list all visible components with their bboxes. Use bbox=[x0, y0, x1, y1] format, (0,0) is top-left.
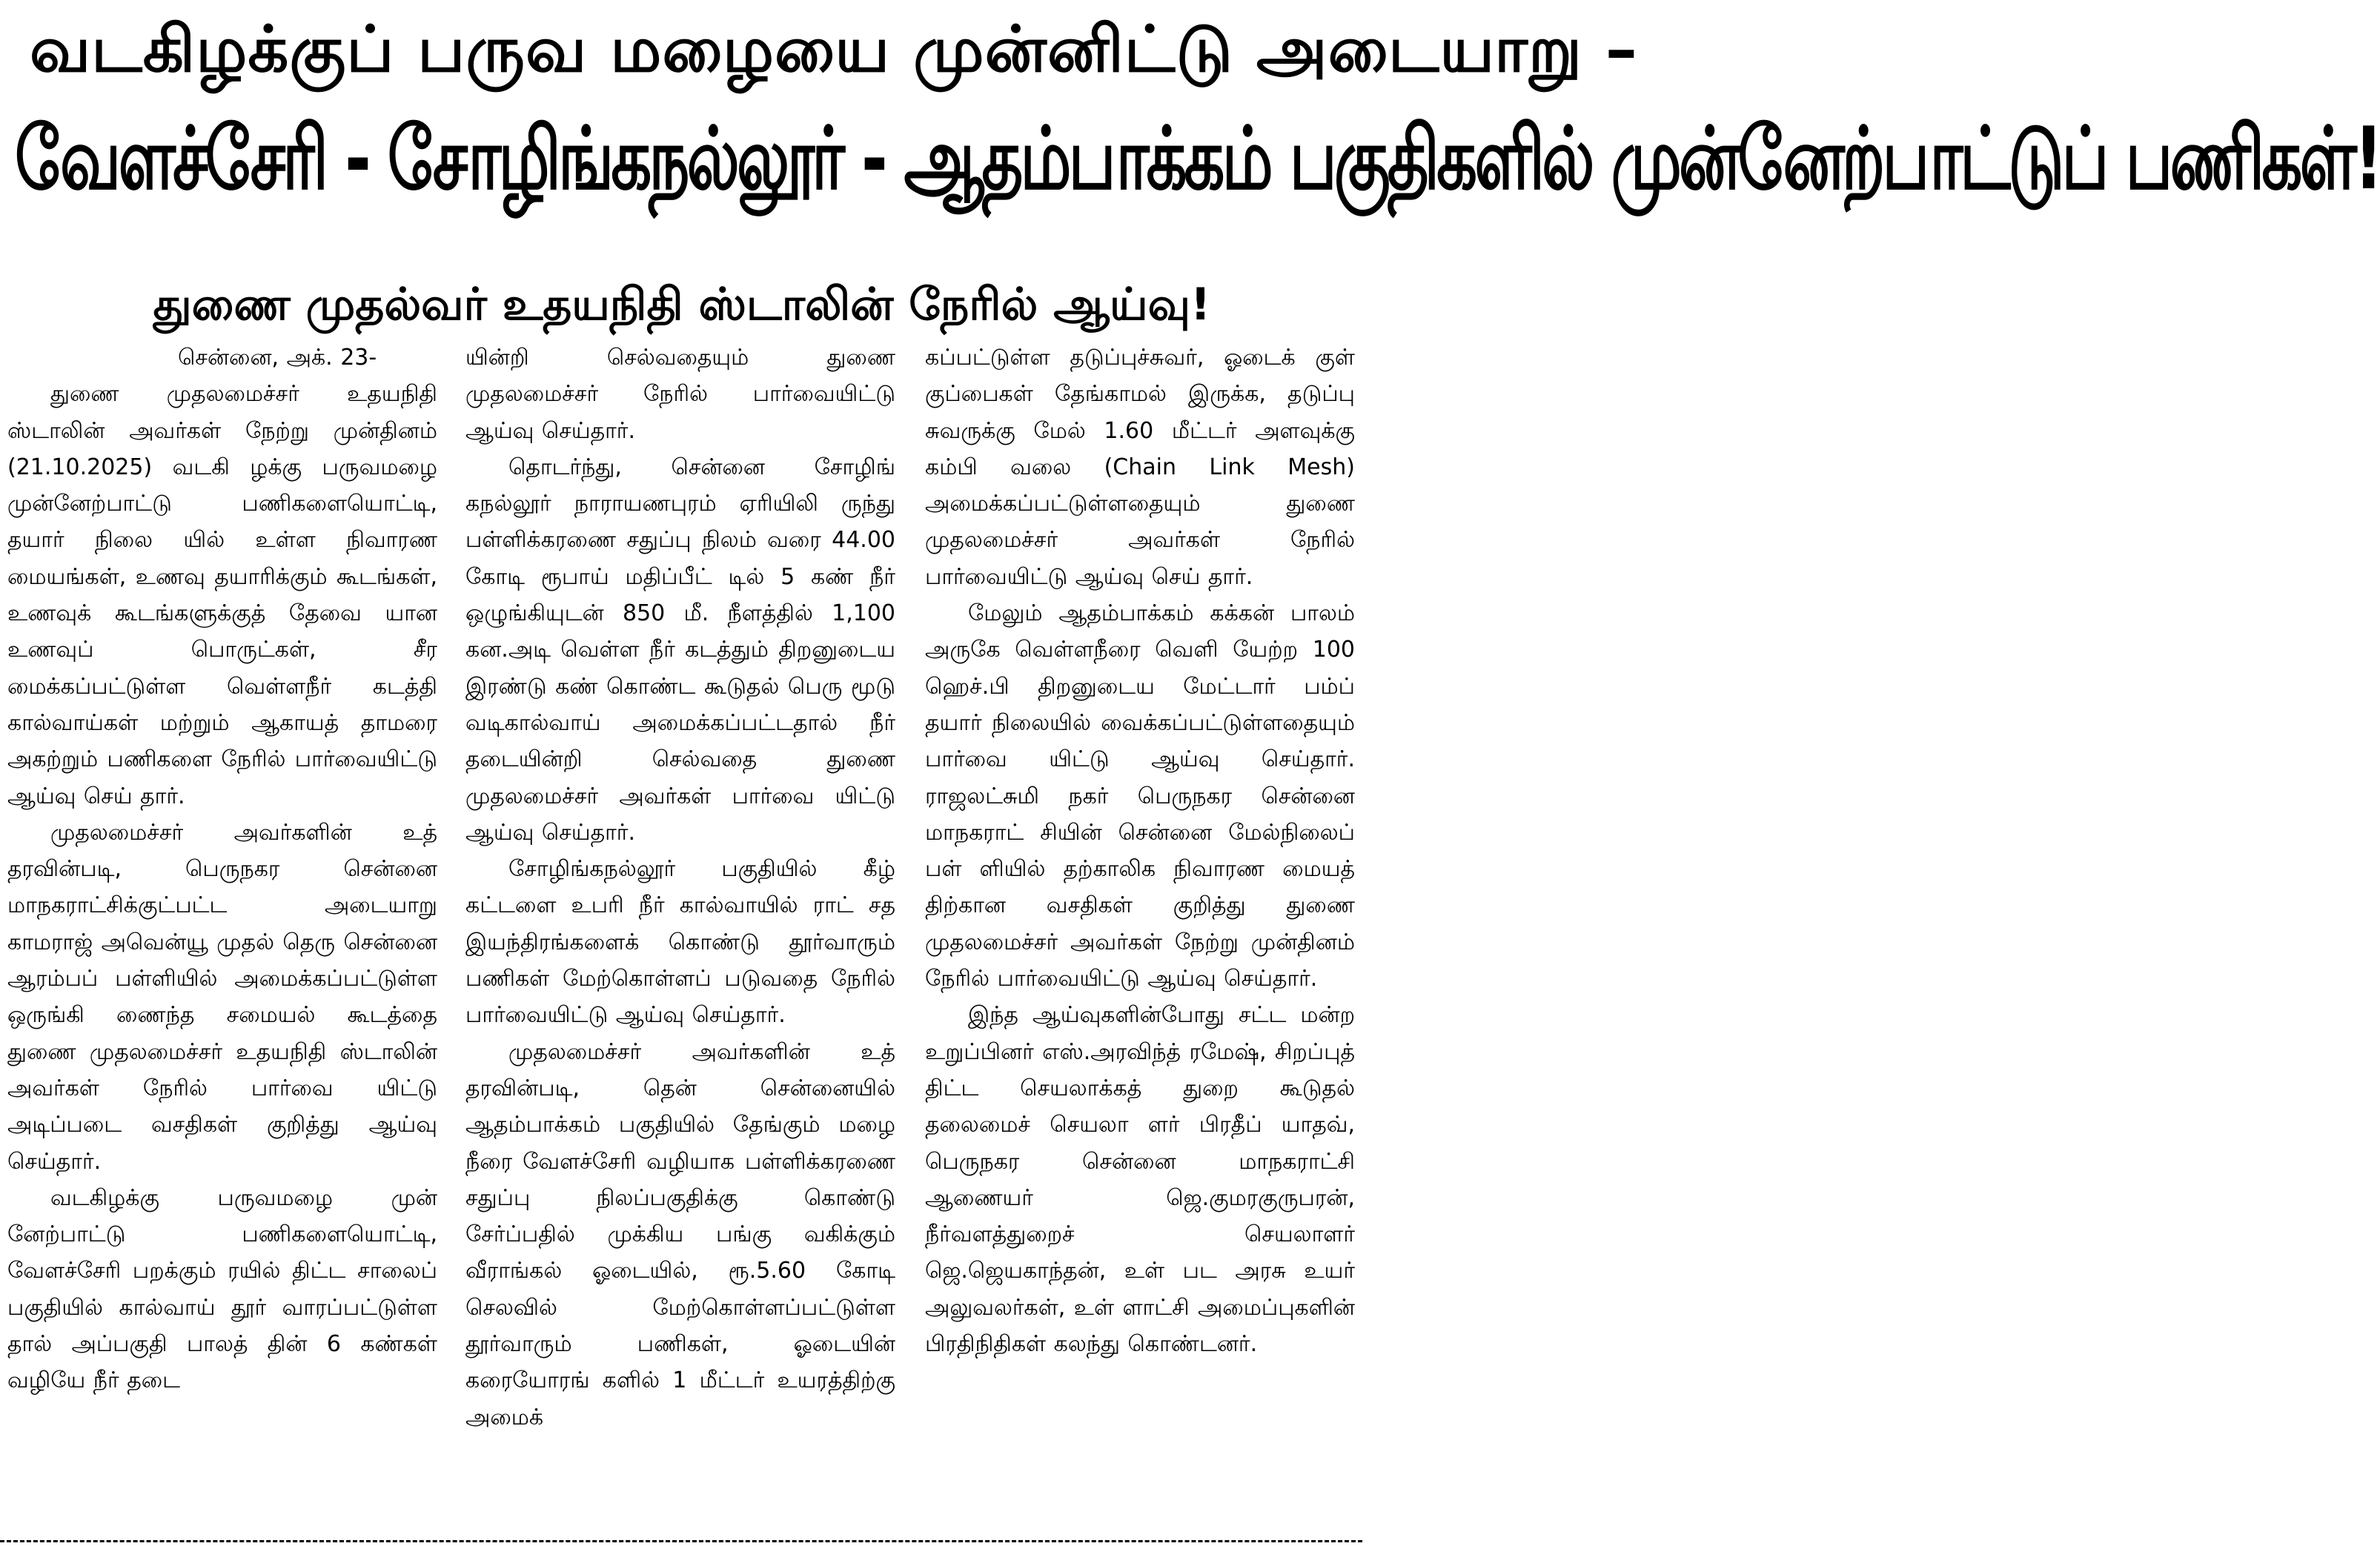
article-column-2 bbox=[465, 339, 895, 1525]
article-paragraph: முதலமைச்சர் அவர்களின் உத் தரவின்படி, பெருநகர சென்னை மாநகராட்சிக்குட்பட்ட அடையாறு காமராஜ் அவென்யூ முதல் தெரு சென்னை ஆரம்பப் பள்ளியில் அமைக்கப்பட்டுள்ள ஒருங்கி ணைந்த சமையல் கூடத்தை துணை முதலமைச்சர் உதயநிதி ஸ்டாலின் அவர்கள் நேரில் பார்வை யிட்டு அடிப்படை வசதிகள் குறித்து ஆய்வு செய்தார். bbox=[7, 819, 437, 1175]
article-paragraph: வடகிழக்கு பருவமழை முன் னேற்பாட்டு பணிகளையொட்டி, வேளச்சேரி பறக்கும் ரயில் திட்ட சாலைப் பகுதியில் கால்வாய் தூர் வாரப்பட்டுள்ள தால் அப்பகுதி பாலத் தின் 6 கண்கள் வழியே நீர் தடை bbox=[7, 1184, 437, 1394]
dashed-cut-line bbox=[0, 1540, 1362, 1542]
subheadline: துணை முதல்வர் உதயநிதி ஸ்டாலின் நேரில் ஆய்வு! bbox=[153, 279, 1211, 331]
article-paragraph: துணை முதலமைச்சர் உதயநிதி ஸ்டாலின் அவர்கள் நேற்று முன்தினம் (21.10.2025) வடகி ழக்கு பருவமழை முன்னேற்பாட்டு பணிகளையொட்டி, தயார் நிலை யில் உள்ள நிவாரண மையங்கள், உணவு தயாரிக்கும் கூடங்கள், உணவுக் கூடங்களுக்குத் தேவை யான உணவுப் பொருட்கள், சீர மைக்கப்பட்டுள்ள வெள்ளநீர் கடத்தி கால்வாய்கள் மற்றும் ஆகாயத் தாமரை அகற்றும் பணிகளை நேரில் பார்வையிட்டு ஆய்வு செய் தார். bbox=[7, 381, 437, 809]
headline-line-1: வடகிழக்குப் பருவ மழையை முன்னிட்டு அடையாறு – bbox=[30, 13, 1638, 87]
article-column-1 bbox=[7, 339, 437, 1525]
article-paragraph: சோழிங்கநல்லூர் பகுதியில் கீழ் கட்டளை உபரி நீர் கால்வாயில் ராட் சத இயந்திரங்களைக் கொண்டு தூர்வாரும் பணிகள் மேற்கொள்ளப் படுவதை நேரில் பார்வையிட்டு ஆய்வு செய்தார். bbox=[465, 856, 895, 1029]
article-paragraph: இந்த ஆய்வுகளின்போது சட்ட மன்ற உறுப்பினர் எஸ்.அரவிந்த் ரமேஷ், சிறப்புத் திட்ட செயலாக்கத் துறை கூடுதல் தலைமைச் செயலா ளர் பிரதீப் யாதவ், பெருநகர சென்னை மாநகராட்சி ஆணையர் ஜெ.குமரகுருபரன், நீர்வளத்துறைச் செயலாளர் ஜெ.ஜெயகாந்தன், உள் பட அரசு உயர் அலுவலர்கள், உள் ளாட்சி அமைப்புகளின் பிரதிநிதிகள் கலந்து கொண்டனர். bbox=[925, 1002, 1355, 1358]
dateline: சென்னை, அக். 23- bbox=[178, 345, 377, 371]
article-paragraph: கப்பட்டுள்ள தடுப்புச்சுவர், ஓடைக் குள் குப்பைகள் தேங்காமல் இருக்க, தடுப்பு சுவருக்கு மேல் 1.60 மீட்டர் அளவுக்கு கம்பி வலை (Chain Link Mesh) அமைக்கப்பட்டுள்ளதையும் துணை முதலமைச்சர் அவர்கள் நேரில் பார்வையிட்டு ஆய்வு செய் தார். bbox=[925, 345, 1355, 590]
article-paragraph: மேலும் ஆதம்பாக்கம் கக்கன் பாலம் அருகே வெள்ளநீரை வெளி யேற்ற 100 ஹெச்.பி திறனுடைய மேட்டார் பம்ப் தயார் நிலையில் வைக்கப்பட்டுள்ளதையும் பார்வை யிட்டு ஆய்வு செய்தார். ராஜலட்சுமி நகர் பெருநகர சென்னை மாநகராட் சியின் சென்னை மேல்நிலைப் பள் ளியில் தற்காலிக நிவாரண மையத் திற்கான வசதிகள் குறித்து துணை முதலமைச்சர் அவர்கள் நேற்று முன்தினம் நேரில் பார்வையிட்டு ஆய்வு செய்தார். bbox=[925, 600, 1355, 992]
article-paragraph: தொடர்ந்து, சென்னை சோழிங் கநல்லூர் நாராயணபுரம் ஏரியிலி ருந்து பள்ளிக்கரணை சதுப்பு நிலம் வரை 44.00 கோடி ரூபாய் மதிப்பீட் டில் 5 கண் நீர் ஒழுங்கியுடன் 850 மீ. நீளத்தில் 1,100 கன.அடி வெள்ள நீர் கடத்தும் திறனுடைய இரண்டு கண் கொண்ட கூடுதல் பெரு மூடு வடிகால்வாய் அமைக்கப்பட்டதால் நீர் தடையின்றி செல்வதை துணை முதலமைச்சர் அவர்கள் பார்வை யிட்டு ஆய்வு செய்தார். bbox=[465, 454, 895, 846]
article-paragraph: யின்றி செல்வதையும் துணை முதலமைச்சர் நேரில் பார்வையிட்டு ஆய்வு செய்தார். bbox=[465, 345, 895, 444]
article-column-3 bbox=[925, 339, 1355, 1525]
headline-line-2: வேளச்சேரி - சோழிங்கநல்லூர் - ஆதம்பாக்கம் பகுதிகளில் முன்னேற்பாட்டுப் பணிகள்! bbox=[15, 109, 2380, 210]
article-paragraph: முதலமைச்சர் அவர்களின் உத் தரவின்படி, தென் சென்னையில் ஆதம்பாக்கம் பகுதியில் தேங்கும் மழை நீரை வேளச்சேரி வழியாக பள்ளிக்கரணை சதுப்பு நிலப்பகுதிக்கு கொண்டு சேர்ப்பதில் முக்கிய பங்கு வகிக்கும் வீராங்கல் ஓடையில், ரூ.5.60 கோடி செலவில் மேற்கொள்ளப்பட்டுள்ள தூர்வாரும் பணிகள், ஓடையின் கரையோரங் களில் 1 மீட்டர் உயரத்திற்கு அமைக் bbox=[465, 1038, 895, 1430]
